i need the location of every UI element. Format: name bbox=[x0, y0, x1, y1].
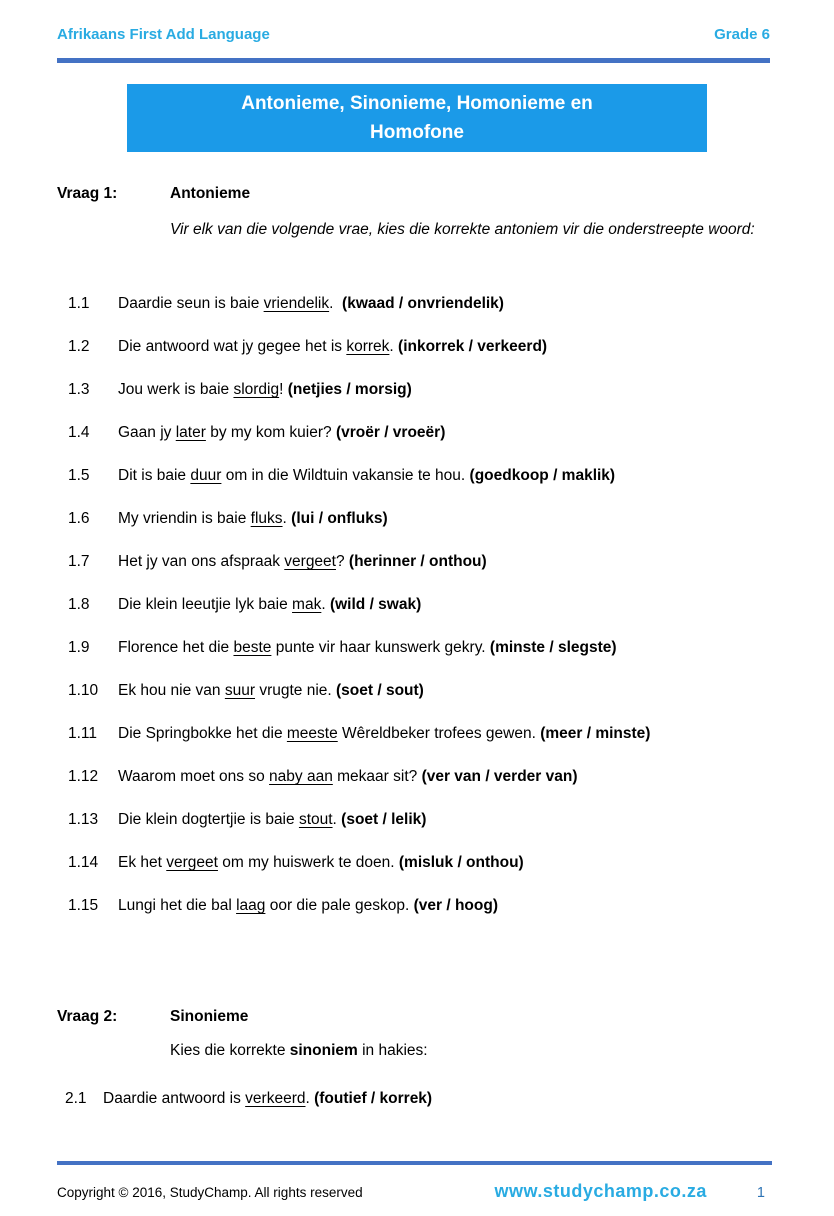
item-underlined-word: laag bbox=[236, 897, 266, 914]
item-pre: Ek het bbox=[118, 854, 167, 871]
header-grade: Grade 6 bbox=[714, 26, 770, 43]
item-options: (soet / sout) bbox=[336, 682, 424, 699]
item-pre: Die Springbokke het die bbox=[118, 725, 287, 742]
item-text bbox=[118, 336, 794, 357]
copyright-text: Copyright © 2016, StudyChamp. All rights reserved bbox=[57, 1185, 363, 1200]
item-text bbox=[118, 465, 794, 486]
question-item-1-1 bbox=[0, 293, 794, 314]
item-text bbox=[118, 809, 794, 830]
item-pre: My vriendin is baie bbox=[118, 510, 251, 527]
item-options: (vroër / vroeër) bbox=[335, 424, 446, 441]
vraag2-instruction-post: in hakies: bbox=[357, 1042, 428, 1059]
item-number: 1.4 bbox=[68, 424, 90, 441]
item-text bbox=[118, 637, 794, 658]
question-item-1-10 bbox=[0, 680, 794, 701]
item-text bbox=[118, 551, 794, 572]
question-item-1-13 bbox=[0, 809, 794, 830]
item-post: . bbox=[389, 338, 399, 355]
item-number: 1.11 bbox=[68, 725, 98, 742]
vraag2-items bbox=[0, 1088, 794, 1131]
page-header bbox=[57, 26, 770, 43]
item-underlined-word: vergeet bbox=[284, 553, 336, 570]
item-number: 1.15 bbox=[68, 897, 99, 914]
item-text bbox=[118, 379, 794, 400]
vraag1-items bbox=[0, 293, 794, 938]
vraag1-heading bbox=[57, 183, 250, 204]
vraag2-instruction-pre: Kies die korrekte bbox=[170, 1042, 290, 1059]
item-text bbox=[118, 895, 794, 916]
item-underlined-word: duur bbox=[190, 467, 222, 484]
item-underlined-word: suur bbox=[224, 682, 256, 699]
item-options: (foutief / korrek) bbox=[314, 1090, 433, 1107]
item-number: 1.10 bbox=[68, 682, 99, 699]
item-options: (wild / swak) bbox=[329, 596, 422, 613]
item-underlined-word: naby aan bbox=[269, 768, 333, 785]
item-number: 1.9 bbox=[68, 639, 90, 656]
item-options: (inkorrek / verkeerd) bbox=[398, 338, 548, 355]
page-number: 1 bbox=[756, 1185, 765, 1201]
item-post: by my kom kuier? bbox=[205, 424, 336, 441]
item-options: (goedkoop / maklik) bbox=[469, 467, 616, 484]
item-pre: Het jy van ons afspraak bbox=[118, 553, 285, 570]
footer-divider bbox=[57, 1161, 772, 1165]
item-underlined-word: vriendelik bbox=[263, 295, 330, 312]
vraag2-label: Vraag 2: bbox=[57, 1008, 118, 1025]
vraag2-title: Sinonieme bbox=[170, 1008, 249, 1025]
item-pre: Die klein dogtertjie is baie bbox=[118, 811, 299, 828]
page-title: Antonieme, Sinonieme, Homonieme en Homofone bbox=[241, 93, 593, 143]
item-underlined-word: beste bbox=[233, 639, 272, 656]
item-text bbox=[118, 508, 794, 529]
item-options: (ver / hoog) bbox=[413, 897, 498, 914]
vraag1-title: Antonieme bbox=[170, 185, 251, 202]
question-item-1-5 bbox=[0, 465, 794, 486]
item-pre: Jou werk is baie bbox=[118, 381, 234, 398]
item-underlined-word: korrek bbox=[346, 338, 390, 355]
item-pre: Gaan jy bbox=[118, 424, 176, 441]
item-number: 1.8 bbox=[68, 596, 90, 613]
item-underlined-word: mak bbox=[292, 596, 322, 613]
item-post: ! bbox=[279, 381, 288, 398]
item-options: (minste / slegste) bbox=[489, 639, 617, 656]
item-post: om in die Wildtuin vakansie te hou. bbox=[221, 467, 470, 484]
item-text bbox=[103, 1088, 794, 1109]
item-underlined-word: slordig bbox=[233, 381, 280, 398]
item-underlined-word: fluks bbox=[250, 510, 283, 527]
studychamp-website-link[interactable]: www.studychamp.co.za bbox=[494, 1181, 707, 1201]
item-pre: Ek hou nie van bbox=[118, 682, 225, 699]
vraag2-heading bbox=[57, 1006, 248, 1027]
question-item-2-1 bbox=[0, 1088, 794, 1109]
item-text bbox=[118, 680, 794, 701]
item-underlined-word: stout bbox=[298, 811, 333, 828]
question-item-1-4 bbox=[0, 422, 794, 443]
item-number: 1.14 bbox=[68, 854, 99, 871]
question-item-1-3 bbox=[0, 379, 794, 400]
item-text bbox=[118, 723, 794, 744]
item-underlined-word: vergeet bbox=[166, 854, 218, 871]
item-post: ? bbox=[335, 553, 349, 570]
title-banner bbox=[127, 84, 707, 152]
item-options: (ver van / verder van) bbox=[421, 768, 578, 785]
item-options: (herinner / onthou) bbox=[348, 553, 487, 570]
question-item-1-14 bbox=[0, 852, 794, 873]
item-options: (kwaad / onvriendelik) bbox=[342, 295, 504, 312]
question-item-1-11 bbox=[0, 723, 794, 744]
vraag1-label: Vraag 1: bbox=[57, 185, 118, 202]
item-number: 1.7 bbox=[68, 553, 90, 570]
item-options: (meer / minste) bbox=[540, 725, 651, 742]
item-pre: Daardie antwoord is bbox=[103, 1090, 246, 1107]
item-text bbox=[118, 594, 794, 615]
item-pre: Florence het die bbox=[118, 639, 234, 656]
item-number: 1.12 bbox=[68, 768, 99, 785]
header-divider bbox=[57, 58, 770, 63]
item-underlined-word: meeste bbox=[286, 725, 338, 742]
item-underlined-word: later bbox=[175, 424, 206, 441]
question-item-1-2 bbox=[0, 336, 794, 357]
item-post: oor die pale geskop. bbox=[265, 897, 414, 914]
item-text bbox=[118, 293, 794, 314]
item-options: (netjies / morsig) bbox=[287, 381, 412, 398]
item-post: om my huiswerk te doen. bbox=[217, 854, 399, 871]
item-text bbox=[118, 422, 794, 443]
item-post: . bbox=[282, 510, 292, 527]
item-text bbox=[118, 766, 794, 787]
item-post: vrugte nie. bbox=[255, 682, 337, 699]
item-post: . bbox=[321, 596, 330, 613]
item-post: . bbox=[332, 811, 342, 828]
item-options: (misluk / onthou) bbox=[398, 854, 524, 871]
item-number: 1.6 bbox=[68, 510, 90, 527]
vraag1-instruction: Vir elk van die volgende vrae, kies die korrekte antoniem vir die onderstreepte woord: bbox=[170, 221, 755, 238]
item-post: Wêreldbeker trofees gewen. bbox=[337, 725, 541, 742]
item-number: 1.2 bbox=[68, 338, 90, 355]
item-underlined-word: verkeerd bbox=[245, 1090, 306, 1107]
item-number: 1.13 bbox=[68, 811, 99, 828]
item-number: 2.1 bbox=[65, 1090, 87, 1107]
item-pre: Die antwoord wat jy gegee het is bbox=[118, 338, 347, 355]
item-text bbox=[118, 852, 794, 873]
page-footer bbox=[57, 1178, 777, 1202]
question-item-1-6 bbox=[0, 508, 794, 529]
question-item-1-12 bbox=[0, 766, 794, 787]
item-pre: Lungi het die bal bbox=[118, 897, 237, 914]
item-post: mekaar sit? bbox=[332, 768, 422, 785]
item-post: . bbox=[305, 1090, 315, 1107]
item-number: 1.5 bbox=[68, 467, 90, 484]
question-item-1-8 bbox=[0, 594, 794, 615]
item-options: (soet / lelik) bbox=[341, 811, 427, 828]
item-post: . bbox=[329, 295, 343, 312]
question-item-1-7 bbox=[0, 551, 794, 572]
item-pre: Die klein leeutjie lyk baie bbox=[118, 596, 293, 613]
item-pre: Dit is baie bbox=[118, 467, 191, 484]
vraag2-instruction bbox=[170, 1040, 762, 1061]
item-options: (lui / onfluks) bbox=[291, 510, 388, 527]
item-pre: Daardie seun is baie bbox=[118, 295, 264, 312]
question-item-1-9 bbox=[0, 637, 794, 658]
header-subject: Afrikaans First Add Language bbox=[57, 26, 270, 43]
item-post: punte vir haar kunswerk gekry. bbox=[271, 639, 490, 656]
item-number: 1.3 bbox=[68, 381, 90, 398]
item-pre: Waarom moet ons so bbox=[118, 768, 270, 785]
item-number: 1.1 bbox=[68, 295, 90, 312]
vraag2-instruction-bold: sinoniem bbox=[289, 1042, 358, 1059]
question-item-1-15 bbox=[0, 895, 794, 916]
